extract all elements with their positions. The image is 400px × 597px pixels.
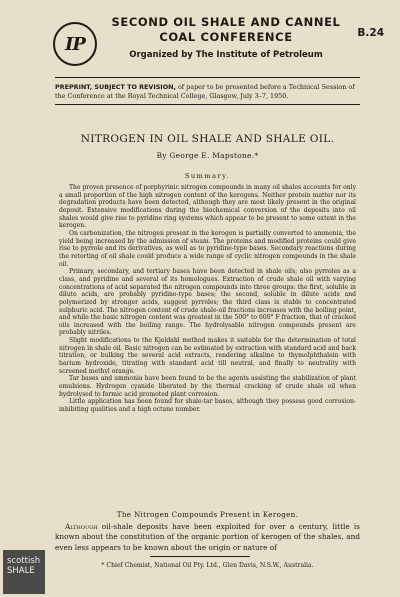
conference-title-line1: SECOND OIL SHALE AND CANNEL [111, 15, 341, 29]
footnote-rule [150, 556, 250, 557]
watermark-line2: SHALE [7, 565, 35, 576]
preprint-notice [55, 83, 360, 101]
paper-author: By George E. Mapstone.* [156, 151, 259, 160]
header-rule-bottom [55, 104, 360, 105]
summary-paragraph: The proven presence of porphyrinic nitrogen compounds in many oil shales accounts for only a small proportion of the high nitrogen content of the kerogens. Neither protein matter nor its degradation products have been detected, although they are most likely present in the original deposit. Extensive modifications during the biochemical conversion of the deposits into oil shales would give rise to pyridine ring systems which appear to be present to some extent in the kerogen. [59, 184, 356, 230]
summary-paragraph: On carbonization, the nitrogen present in the kerogen is partially converted to ammonia, the yield being increased by the admission of steam. The proteins and modified proteins could give rise to pyrrole and its derivatives, as well as to pyridine-type bases. Secondary reactions during the retorting of oil shale could produce a wide range of cyclic nitrogen compounds in the shale oil. [59, 229, 356, 268]
paper-title: NITROGEN IN OIL SHALE AND SHALE OIL. [80, 133, 335, 145]
section-heading: The Nitrogen Compounds Present in Kerogen. [116, 510, 299, 519]
footnote: * Chief Chemist, National Oil Pty. Ltd., Glen Davis, N.S.W., Australia. [101, 562, 314, 569]
summary-paragraph: Slight modifications to the Kjeldahl method makes it suitable for the determination of total nitrogen in shale oil. Basic nitrogen can be estimated by extraction with standard acid and back titration, or bulking the several acid extracts, rendering alkaline to thymolphthalein with barium hydroxide, titrating with standard acid till neutral, and finally to neutrality with screened methyl orange. [59, 337, 356, 375]
summary-paragraph: Little application has been found for shale-tar bases, although they possess good corrosion-inhibiting qualities and a high octane number. [59, 398, 356, 414]
watermark-line1: scottish [7, 556, 41, 566]
preprint-notice-bold: PREPRINT, SUBJECT TO REVISION, [55, 83, 176, 91]
summary-paragraph: Tar bases and ammonia have been found to be the agents assisting the stabilization of plant emulsions. Hydrogen cyanide liberated by the thermal cracking of crude shale oil when hydrolysed to formic acid promoted plant corrosion. [59, 375, 356, 398]
conference-title [108, 15, 344, 45]
institute-logo [53, 22, 97, 66]
summary-heading: Summary. [184, 172, 231, 180]
summary-paragraph: Primary, secondary, and tertiary bases have been detected in shale oils; also pyrroles as a class, and pyridine and several of its homologues. Extraction of crude shale oil with varying concentrations of acid separated the nitrogen compounds into three groups: the first, soluble in dilute acids, are probably pyridine-type bases; the second, soluble in dilute acids and polymerized by stronger acids, suggest pyrroles; the third class is stable to concentrated sulphuric acid. The nitrogen content of crude shale-oil fractions increases with the boiling point, and while the basic nitrogen content was greatest in the 500° to 600° F fraction, that of cracked oils increased with the boiling range. The hydrolysable nitrogen compounds present are probably nitriles. [59, 268, 356, 337]
intro-first-word: Although [65, 522, 98, 531]
summary-body [59, 184, 356, 414]
organizer-line: Organized by The Institute of Petroleum [129, 50, 323, 60]
logo-text: IP [65, 33, 85, 55]
header-rule-top [55, 77, 360, 78]
preprint-notice-text: of paper to be presented before a Technical Session of the Conference at the Royal Technical College, Glasgow, July 3–7, 1950. [55, 83, 355, 100]
paper-code: B.24 [357, 27, 384, 39]
conference-title-line2: COAL CONFERENCE [159, 30, 293, 44]
intro-text: oil-shale deposits have been exploited for over a century, little is known about the constitution of the organic portion of kerogen of the shales, and even less appears to be known about the origin or nature of [55, 522, 360, 552]
scottish-shale-watermark [3, 550, 45, 594]
intro-paragraph [55, 522, 360, 553]
intro-body [55, 522, 360, 553]
